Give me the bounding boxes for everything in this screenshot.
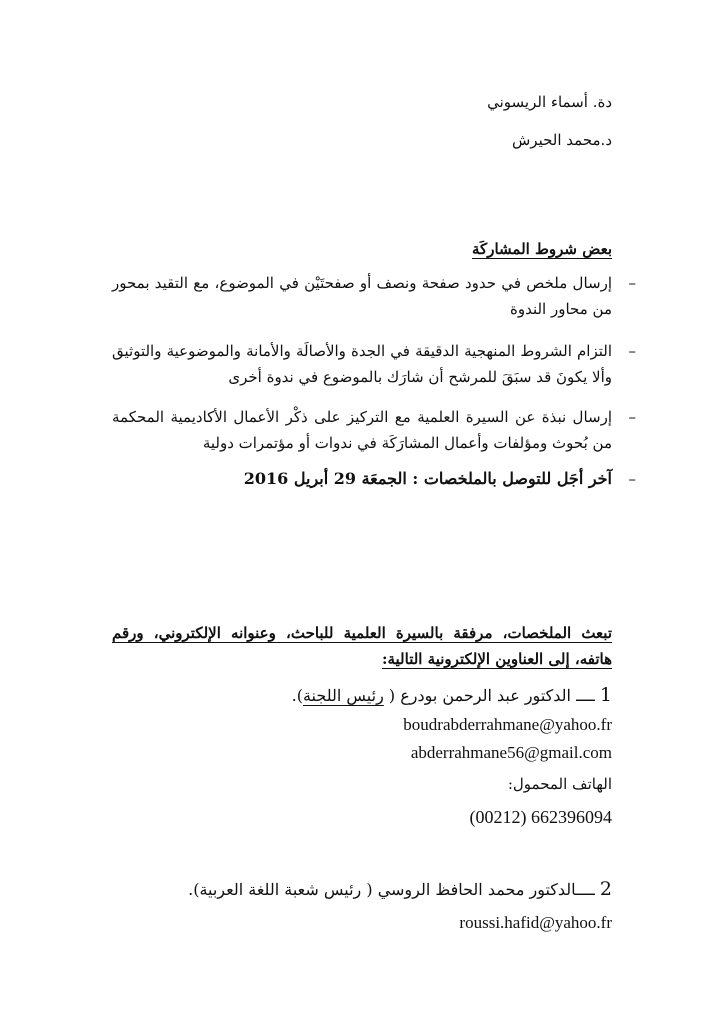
condition-item [112, 270, 636, 322]
contact-closing: ). [291, 686, 303, 705]
phone-label: الهاتف المحمول: [507, 775, 612, 793]
condition-text: إرسال ملخص في حدود صفحة ونصف أو صفحتَيْن في الموضوع، مع التقيد بمحور من محاور الندوة [112, 274, 612, 318]
email-link[interactable]: roussi.hafid@yahoo.fr [459, 913, 612, 932]
bullet-dash: – [628, 408, 636, 426]
contact-number: 2 [599, 878, 612, 900]
condition-item [112, 404, 636, 456]
contact-name: الدكتور عبد الرحمن بودرع ( [383, 686, 571, 705]
condition-text: التزام الشروط المنهجية الدقيقة في الجدة والأصالَة والأمانة والموضوعية والتوثيق وألا يكونَ قد سبَقَ للمرشح أن شارَك بالموضوع في ندوة أخرى [112, 342, 612, 386]
contact-2-line [188, 878, 612, 901]
author-2: د.محمد الحيرش [511, 131, 612, 149]
bullet-dash: – [628, 470, 636, 488]
contact-name: الدكتور محمد الحافظ الروسي ( رئيس شعبة اللغة العربية). [188, 880, 577, 899]
email-link[interactable]: boudrabderrahmane@yahoo.fr [403, 715, 612, 734]
conditions-heading: بعض شروط المشاركَة [472, 240, 612, 258]
submission-intro: تبعث الملخصات، مرفقة بالسيرة العلمية للباحث، وعنوانه الإلكتروني، ورقم هاتفه، إلى العناوين الإلكترونية التالية: [112, 624, 612, 668]
condition-text: إرسال نبذة عن السيرة العلمية مع التركيز على ذكْر الأعمال الأكاديمية المحكمة من بُحوث ومؤلفات وأعمال المشارَكَة في ندوات أو مؤتمرات دولية [112, 408, 612, 452]
contact-role: رئيس اللجنة [302, 686, 384, 705]
phone-number: (00212) 662396094 [469, 807, 612, 827]
bullet-dash: – [628, 274, 636, 292]
contact-number: 1 [599, 684, 612, 706]
contact-separator: ــــ [570, 686, 600, 705]
email-link[interactable]: abderrahmane56@gmail.com [410, 743, 612, 762]
contact-separator: ــــ [576, 880, 600, 899]
contact-1-line [292, 684, 612, 707]
bullet-dash: – [628, 342, 636, 360]
condition-item [112, 338, 636, 390]
author-1: دة. أسماء الريسوني [487, 93, 612, 111]
condition-item [112, 466, 636, 492]
deadline-text: آخر أجَل للتوصل بالملخصات : الجمعَة 29 أبريل 2016 [243, 469, 612, 488]
